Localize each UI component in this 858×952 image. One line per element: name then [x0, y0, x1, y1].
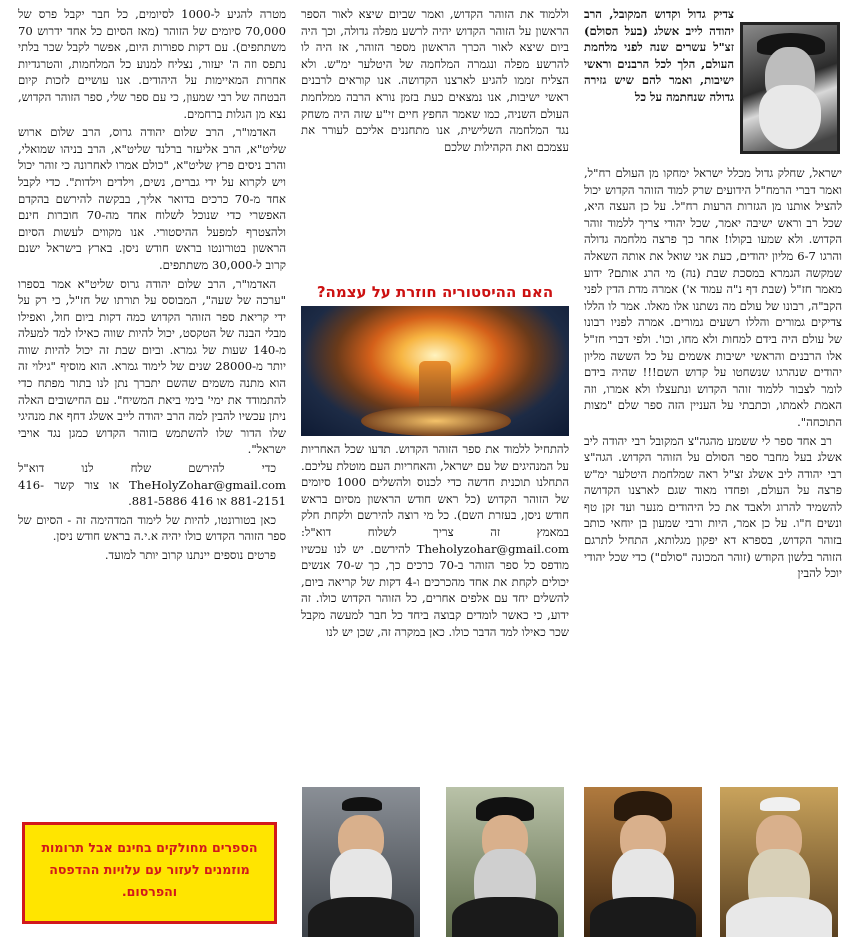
mushroom-cloud-image: [301, 306, 569, 436]
left-paragraph-1: מטרה להגיע ל-1000 לסיומים, כל חבר יקבל פרס של 70,000 סיומים של הזוהר (מאז הסיום כל אחד ידרוש 70 משתתפים). עם דקות ספורות היום, אפשר לקבל שכר בלתי נתפס וזה ה' יעזור, נצליח למנוע כל המלחמות, והטרגדיות אחרות המאיימות על היהודים. אנו עושיים לזכות קיום הבטחה של רבי שמעון, כי עם ספר שלי, ספר הזוהר הקדוש, נצא מן הגלות ברחמים.: [18, 7, 286, 121]
left-paragraph-4: כדי להירשם שלח לנו דוא"ל TheHolyZohar@gmail.com או צור קשר 416-881-2151 או 416 881-5886.: [18, 461, 286, 509]
photo-coat: [726, 897, 832, 937]
right-paragraph-2: רב אחד ספר לי ששמע מהגה"צ המקובל רבי יהודה ליב אשלג בעל מחבר ספר הסולם על הזוהר הקדוש. הגה"צ רבי יהודה ליב אשלג זצ"ל ראה שמלחמת היטלער ימ"ש פרצה על העולם, ופחדו מאוד שגם לארצנו הקדושה להשמיד להרוג ולאבד את כל היהודים מנער ועד זקן טף ונשים ח"ו. על כן אמר, היות ורבי שמעון בן יוחאי כותב בזוהר הקדוש, בספרא דא יפקון מגלותא, התחיל לתרגם הזוהר בלשון הקודש (זוהר המכונה "סולם") כדי שכל יהודי יוכל להבין: [584, 433, 842, 581]
intro-text: צדיק גדול וקדוש המקובל, הרב יהודה לייב אשלג (בעל הסולם) זצ"ל עשרים שנה לפני מלחמת העולם, הלך לכל הרבנים וראשי ישיבות, ואמר להם שיש גזירה גדולה שנחתמה על כל: [584, 7, 734, 104]
middle-paragraph-top: וללמוד את הזוהר הקדוש, ואמר שביום שיצא לאור הספר הראשון על הזוהר הקדוש יהיה לרשע מפלה גדולה, וכך היה ביום שיצא לאור הכרך הראשון מספר הזוהר, אז היה לו להרשע מפלה ונגמרה המלחמה של היטלער ימ"ש. ולא הצליח זממו להגיע לארצנו הקדושה. אנו קוראים לרבנים ראשי ישיבות, אנו נמצאים כעת בזמן נורא הרבה ממלחמת העולם השניה, כמו שאמר החפץ חיים זי"ע שזה היה משחק נגד המלחמה השלישית, אנו מתחננים אליכם לעורר את עצמכם ואת הקהילות שלכם: [301, 7, 569, 154]
notice-text: הספרים מחולקים בחינם אבל תרומות מוזמנים לעזור עם עלויות ההדפסה והפרסום.: [41, 840, 258, 899]
left-paragraph-3: האדמו"ר, הרב שלום יהודה גרוס שליט"א אמר בספרו "ערכה של שעה", המבוסס על תורתו של חז"ל, כי רק על ידי קריאת ספר הזוהר הקדוש כמה דקות ביום חול, ואפילו מבלי הבנה של הטקסט, יכול להיות שווה כאילו למד למעלה מ-140 שעות של גמרא. וביום שבת זה יכול להיות שווה יותר מ-28000 שנים של לימוד גמרא. הוא מוסיף "גילוי זה הוא מתנה משמים שהשם יתברך נתן לנו בתור מפתח כדי להתמודד את ימי' בימי ביאת המשיח". עם החישובים האלה ניתן עכשיו להבין למה הרב יהודה לייב אשלג דחף את מנהיגי שלו הדור שלו להשתמש בזוהר הקדוש כמגן נגד אויבי ישראל".: [18, 276, 286, 457]
portrait-rabbi-ashlag: [740, 22, 840, 154]
middle-paragraph-bottom: להתחיל ללמוד את ספר הזוהר הקדוש. תדעו שכל האחריות על המנהיגים של עם ישראל, והאחריות העם מוטלת עליכם. התחלנו תוכנית חדשה כדי לכנוס ולהשלים 1000 סיומים של הזוהר הקדוש (כל ראש חודש הראשון מסיום בראש חודש ניסן, בעזרת השם). כל מי רוצה להירשם ולקחת חלק במאמץ זה צריך לשלוח דוא"ל: Theholyzohar@gmail.com להירשם. יש לנו עכשיו מודפס כל ספר הזוהר ב-70 כרכים כך, כך ש-70 אנשים יכולים לקחת את אחד מהכרכים ו-4 דקות של קריאה ביום, להשלים יחד עם אלפים אחרים, כל הזוהר הקדוש כולו. זה ידוע, כי כאשר לומדים קבוצה ביחד כל חבר למעשה מקבל שכר כאילו למד הדבר כולו. כאן במקרה זה, שכן יש לנו: [301, 442, 569, 639]
photo-coat: [452, 897, 558, 937]
right-column-body: [584, 165, 842, 790]
right-column-intro: [584, 6, 734, 166]
donation-notice: [22, 822, 277, 924]
photo-rabbi-1: [302, 787, 420, 937]
photo-rabbi-3: [584, 787, 702, 937]
photo-coat: [590, 897, 696, 937]
middle-column-top: [301, 6, 569, 276]
left-paragraph-2: האדמו"ר, הרב שלום יהודה גרוס, הרב שלום ארוש שליט"א, הרב אליעזר ברלנד שליט"א, הרב בניהו שמואלי, והרב ניסים פרץ שליט"א, "כולם אמרו לאחרונה כי זוהר יכול ויש לקרוא על ידי גברים, נשים, וילדים וילדות". כדי לקבל אחד מ-70 כרכים בדואר אליך, בבקשה להירשם בהקדם האפשרי כדי שנוכל לשלוח אחד מה-70 חוברות חינם ולהצטרף למפעל ההיסטורי. אנו מקווים לעשות הסיום הראשון בטורונטו בראש חודש ניסן. בארץ בישראל ישנם קרוב ל-30,000 משתתפים.: [18, 125, 286, 272]
photo-rabbi-4: [720, 787, 838, 937]
photo-rabbi-2: [446, 787, 564, 937]
photo-kippah: [342, 797, 382, 811]
right-paragraph-1: ישראל, שחלק גדול מכלל ישראל ימחקו מן העולם רח"ל, ואמר דברי הרמח"ל הידועים שרק למוד הזוהר הקדוש יכול להציל אותנו מן הגזרות הרעות רח"ל. על כן העצה היא, שכל רב וראש ישיבה יאמר, שכל יהודי צריך ללמוד זוהר הקדוש. ולא שמעו בקולו! אחר כך פרצה מלחמה גדולה והרגו 6-7 מליון יהודים, כעת אני שואל את אותה השאלה שמקשה הגמרא במסכת שבת (נה) מי הרג אותם? ידוע מאמר חז"ל (שבת דף נ"ה עמוד א') אמרה מדת הדין לפני הקב"ה, רבונו של עולם מה נשתנו אלו מאלו. אמר לו הללו צדיקים גמורים והללו רשעים גמורים. אמרה לפניו רבונו של עולם היה בידם למחות ולא מחו, וכו'. ולפי דברי חז"ל אלו הרבנים והראשי ישיבות אשמים על כל הששה מליון יהודים שנהרגו שנשחטו על קדוש השם!!! שהיה בידם לומר לצבור ללמוד זוהר הקדוש ונתעצלו ולא אמרו, וזה האמת לאמתו, וכתבתי על העניין הזה ספר שלם "מצות התוכחה".: [584, 166, 842, 429]
left-paragraph-5: כאן בטורונטו, להיות של לימוד המדהימה זה - הסיום של ספר הזוהר הקדוש כולו יהיה א.י.ה בראש חודש ניסן.: [18, 512, 286, 544]
photo-kippah: [760, 797, 800, 811]
cloud-base: [361, 406, 511, 436]
left-paragraph-6: פרטים נוספים יינתנו קרוב יותר למועד.: [104, 548, 276, 562]
middle-column-bottom: [301, 441, 569, 776]
left-column: [18, 6, 286, 806]
headline: האם ההיסטוריה חוזרת על עצמה?: [316, 283, 554, 301]
photo-coat: [308, 897, 414, 937]
portrait-beard: [759, 85, 821, 149]
